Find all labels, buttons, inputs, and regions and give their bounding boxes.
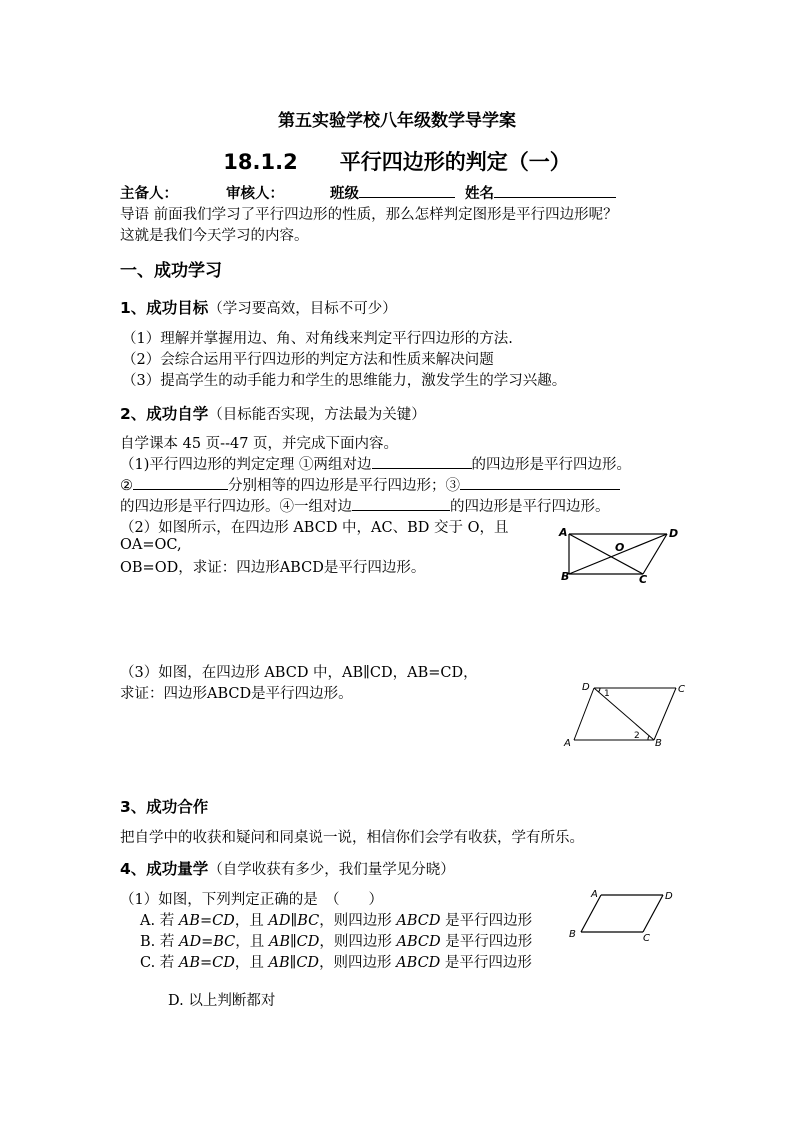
option-c-shape: ABCD bbox=[396, 955, 441, 971]
fig2-angle-2-arc bbox=[648, 736, 650, 741]
class-label: 班级 bbox=[330, 186, 359, 202]
option-c-mid: ，且 bbox=[234, 955, 269, 971]
option-b-cond-1: AD=BC bbox=[178, 934, 236, 950]
option-a-end: 是平行四边形 bbox=[440, 913, 533, 929]
fig2-label-c: C bbox=[678, 684, 685, 695]
q1-line-1 bbox=[120, 453, 631, 474]
blank-4[interactable] bbox=[352, 496, 450, 511]
q3-line-1: （3）如图，在四边形 ABCD 中，AB∥CD，AB=CD， bbox=[120, 665, 478, 681]
fig2-label-angle-2: 2 bbox=[634, 731, 640, 741]
option-a-mid-2: ，则四边形 bbox=[319, 913, 397, 929]
q1-line-3 bbox=[120, 495, 610, 516]
option-b-mid-2: ，则四边形 bbox=[319, 934, 397, 950]
option-a-pre: A. 若 bbox=[140, 913, 179, 929]
option-b-cond-2: AB∥CD bbox=[268, 934, 320, 950]
name-field bbox=[465, 182, 616, 203]
fig1-label-o: O bbox=[615, 541, 625, 554]
figure-parallelogram-diagonals bbox=[555, 522, 685, 586]
goals-note: （学习要高效，目标不可少） bbox=[208, 301, 397, 317]
q1-text-c: ② bbox=[120, 478, 133, 494]
fig1-label-d: D bbox=[669, 527, 679, 540]
option-a-cond-2: AD∥BC bbox=[268, 913, 320, 929]
class-field bbox=[330, 182, 455, 203]
preparer-label: 主备人： bbox=[120, 186, 178, 202]
fig2-diagonal-db bbox=[594, 688, 654, 740]
q2-line-2: OA=OC, bbox=[120, 537, 182, 553]
name-blank[interactable] bbox=[494, 183, 616, 198]
option-c-cond-2: AB∥CD bbox=[268, 955, 320, 971]
option-b-end: 是平行四边形 bbox=[440, 934, 533, 950]
q1-text-e: 的四边形是平行四边形。④一组对边 bbox=[120, 499, 352, 515]
fig2-angle-1-arc bbox=[599, 688, 601, 692]
intro-line-2: 这就是我们今天学习的内容。 bbox=[120, 228, 309, 244]
q1-text-f: 的四边形是平行四边形。 bbox=[450, 499, 610, 515]
fig1-label-b: B bbox=[561, 570, 570, 583]
fig3-label-c: C bbox=[643, 933, 650, 943]
goal-item-3: （3）提高学生的动手能力和学生的思维能力，激发学生的学习兴趣。 bbox=[122, 373, 567, 389]
option-b-pre: B. 若 bbox=[140, 934, 179, 950]
selfstudy-line-1: 自学课本 45 页--47 页，并完成下面内容。 bbox=[120, 436, 399, 452]
fig2-label-d: D bbox=[582, 682, 590, 693]
option-c-pre: C. 若 bbox=[140, 955, 179, 971]
fig2-label-b: B bbox=[655, 738, 662, 749]
fig1-edge-dc bbox=[643, 534, 667, 574]
fig3-edge-ba bbox=[581, 895, 601, 932]
option-a[interactable] bbox=[140, 909, 532, 930]
name-label: 姓名 bbox=[465, 186, 494, 202]
selfstudy-heading bbox=[120, 402, 426, 424]
q2-line-1: （2）如图所示，在四边形 ABCD 中，AC、BD 交于 O，且 bbox=[120, 520, 509, 536]
class-blank[interactable] bbox=[359, 183, 455, 198]
fig3-label-b: B bbox=[569, 929, 576, 940]
blank-2[interactable] bbox=[133, 475, 228, 490]
goal-item-2: （2）会综合运用平行四边形的判定方法和性质来解决问题 bbox=[122, 352, 494, 368]
q3-line-2: 求证：四边形ABCD是平行四边形。 bbox=[120, 686, 353, 702]
option-c[interactable] bbox=[140, 951, 532, 972]
fig2-label-a: A bbox=[564, 738, 571, 749]
option-d[interactable]: D. 以上判断都对 bbox=[168, 993, 276, 1009]
fig2-edge-ad bbox=[574, 688, 594, 740]
fig3-label-d: D bbox=[665, 891, 673, 902]
fig1-diagonal-bd bbox=[569, 534, 667, 574]
reviewer-label: 审核人： bbox=[226, 186, 284, 202]
fig1-diagonal-ac bbox=[569, 534, 643, 574]
q1-text-d: 分别相等的四边形是平行四边形；③ bbox=[228, 478, 460, 494]
figure-parallelogram-options bbox=[565, 885, 685, 943]
measure-heading bbox=[120, 857, 455, 879]
fig2-label-angle-1: 1 bbox=[604, 689, 610, 699]
selfstudy-title: 2、成功自学 bbox=[120, 405, 209, 423]
lesson-title: 18.1.2 平行四边形的判定（一） bbox=[223, 150, 571, 174]
blank-1[interactable] bbox=[372, 454, 472, 469]
option-a-shape: ABCD bbox=[396, 913, 441, 929]
measure-q1: （1）如图，下列判定正确的是 （ ） bbox=[120, 892, 383, 908]
school-title: 第五实验学校八年级数学导学案 bbox=[278, 111, 516, 131]
fig3-edge-dc bbox=[643, 895, 663, 932]
option-b-mid: ，且 bbox=[235, 934, 269, 950]
fig1-label-c: C bbox=[639, 573, 648, 586]
goal-item-1: （1）理解并掌握用边、角、对角线来判定平行四边形的方法. bbox=[122, 331, 513, 347]
q1-text-a: （1)平行四边形的判定定理 ①两组对边 bbox=[120, 457, 372, 473]
measure-title: 4、成功量学 bbox=[120, 860, 209, 878]
option-b-shape: ABCD bbox=[396, 934, 441, 950]
fig1-label-a: A bbox=[559, 526, 568, 539]
coop-title: 3、成功合作 bbox=[120, 798, 209, 816]
blank-3[interactable] bbox=[460, 475, 620, 490]
q1-text-b: 的四边形是平行四边形。 bbox=[471, 457, 631, 473]
goals-heading bbox=[120, 296, 397, 318]
option-a-mid: ，且 bbox=[234, 913, 269, 929]
option-b[interactable] bbox=[140, 930, 532, 951]
measure-note: （自学收获有多少，我们量学见分晓） bbox=[208, 862, 455, 878]
fig2-edge-cb bbox=[654, 688, 676, 740]
intro-line-1: 导语 前面我们学习了平行四边形的性质，那么怎样判定图形是平行四边形呢？ bbox=[120, 207, 618, 223]
selfstudy-note: （目标能否实现，方法最为关键） bbox=[208, 407, 426, 423]
section-1-title: 一、成功学习 bbox=[120, 261, 222, 281]
fig3-label-a: A bbox=[591, 889, 598, 900]
option-c-cond-1: AB=CD bbox=[178, 955, 235, 971]
q2-line-3: OB=OD，求证：四边形ABCD是平行四边形。 bbox=[120, 560, 426, 576]
q1-line-2 bbox=[120, 474, 620, 495]
option-a-cond-1: AB=CD bbox=[178, 913, 235, 929]
figure-parallelogram-angles bbox=[560, 678, 695, 750]
option-c-end: 是平行四边形 bbox=[440, 955, 532, 971]
coop-text: 把自学中的收获和疑问和同桌说一说，相信你们会学有收获，学有所乐。 bbox=[120, 830, 584, 846]
option-c-mid-2: ，则四边形 bbox=[319, 955, 397, 971]
goals-title: 1、成功目标 bbox=[120, 299, 209, 317]
